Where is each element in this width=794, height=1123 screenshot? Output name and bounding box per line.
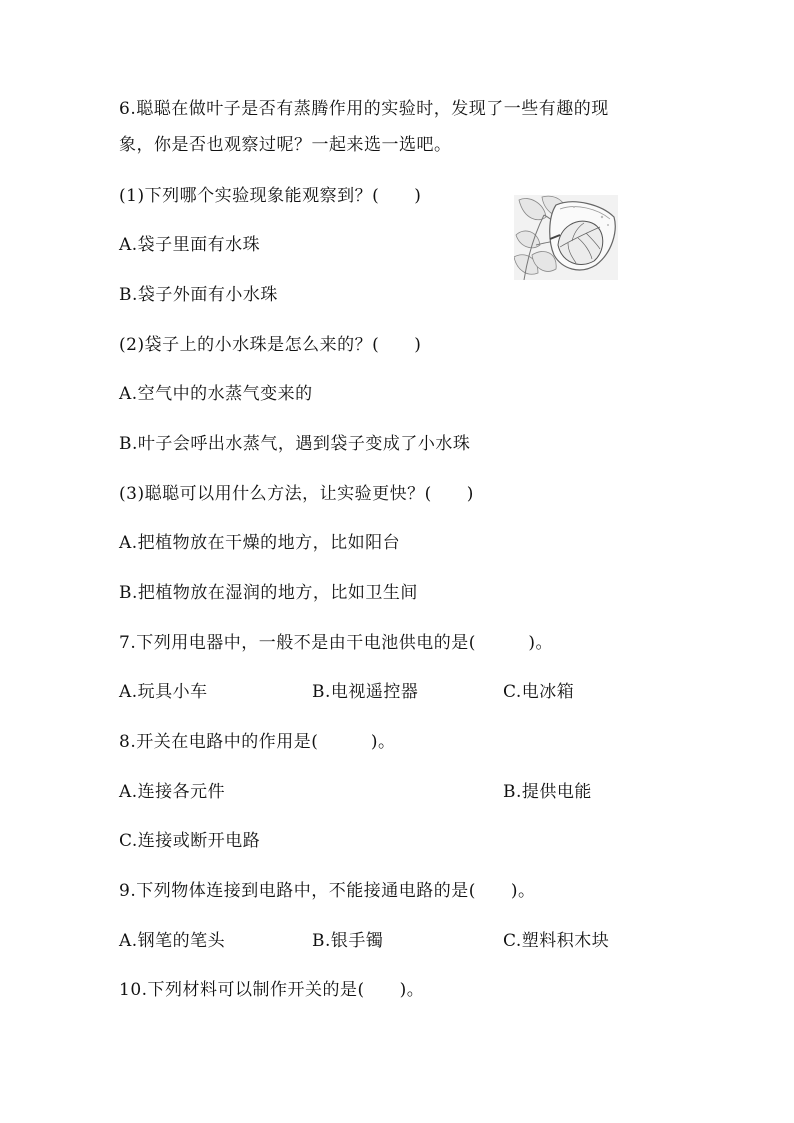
q6-sub2-option-b[interactable]: B.叶子会呼出水蒸气，遇到袋子变成了小水珠: [119, 434, 471, 454]
q7-option-b[interactable]: B.电视遥控器: [312, 682, 419, 702]
leaf-in-bag-illustration-icon: [514, 195, 618, 280]
q6-sub2-stem: (2)袋子上的小水珠是怎么来的？( ): [119, 335, 422, 355]
q9-option-c[interactable]: C.塑料积木块: [503, 931, 610, 951]
q7-option-c[interactable]: C.电冰箱: [503, 682, 575, 702]
q6-sub3-stem: (3)聪聪可以用什么方法，让实验更快？( ): [119, 484, 474, 504]
q8-option-c[interactable]: C.连接或断开电路: [119, 831, 261, 851]
q9-option-a[interactable]: A.钢笔的笔头: [119, 931, 226, 951]
q6-stem-line-1: 6.聪聪在做叶子是否有蒸腾作用的实验时，发现了一些有趣的现: [119, 99, 609, 119]
q6-stem-line-2: 象，你是否也观察过呢？一起来选一选吧。: [119, 135, 452, 155]
q8-stem: 8.开关在电路中的作用是( )。: [119, 732, 396, 752]
q8-option-a[interactable]: A.连接各元件: [119, 782, 226, 802]
q6-sub3-option-b[interactable]: B.把植物放在湿润的地方，比如卫生间: [119, 583, 418, 603]
q9-stem: 9.下列物体连接到电路中，不能接通电路的是( )。: [119, 881, 536, 901]
q6-sub2-option-a[interactable]: A.空气中的水蒸气变来的: [119, 384, 313, 404]
q10-stem: 10.下列材料可以制作开关的是( )。: [119, 980, 425, 1000]
q7-option-a[interactable]: A.玩具小车: [119, 682, 208, 702]
q8-option-b[interactable]: B.提供电能: [503, 782, 592, 802]
q7-stem: 7.下列用电器中，一般不是由干电池供电的是( )。: [119, 633, 553, 653]
q6-sub1-option-a[interactable]: A.袋子里面有水珠: [119, 235, 261, 255]
q6-sub3-option-a[interactable]: A.把植物放在干燥的地方，比如阳台: [119, 533, 401, 553]
q6-sub1-option-b[interactable]: B.袋子外面有小水珠: [119, 285, 278, 305]
q6-sub1-stem: (1)下列哪个实验现象能观察到？( ): [119, 186, 422, 206]
q9-option-b[interactable]: B.银手镯: [312, 931, 384, 951]
